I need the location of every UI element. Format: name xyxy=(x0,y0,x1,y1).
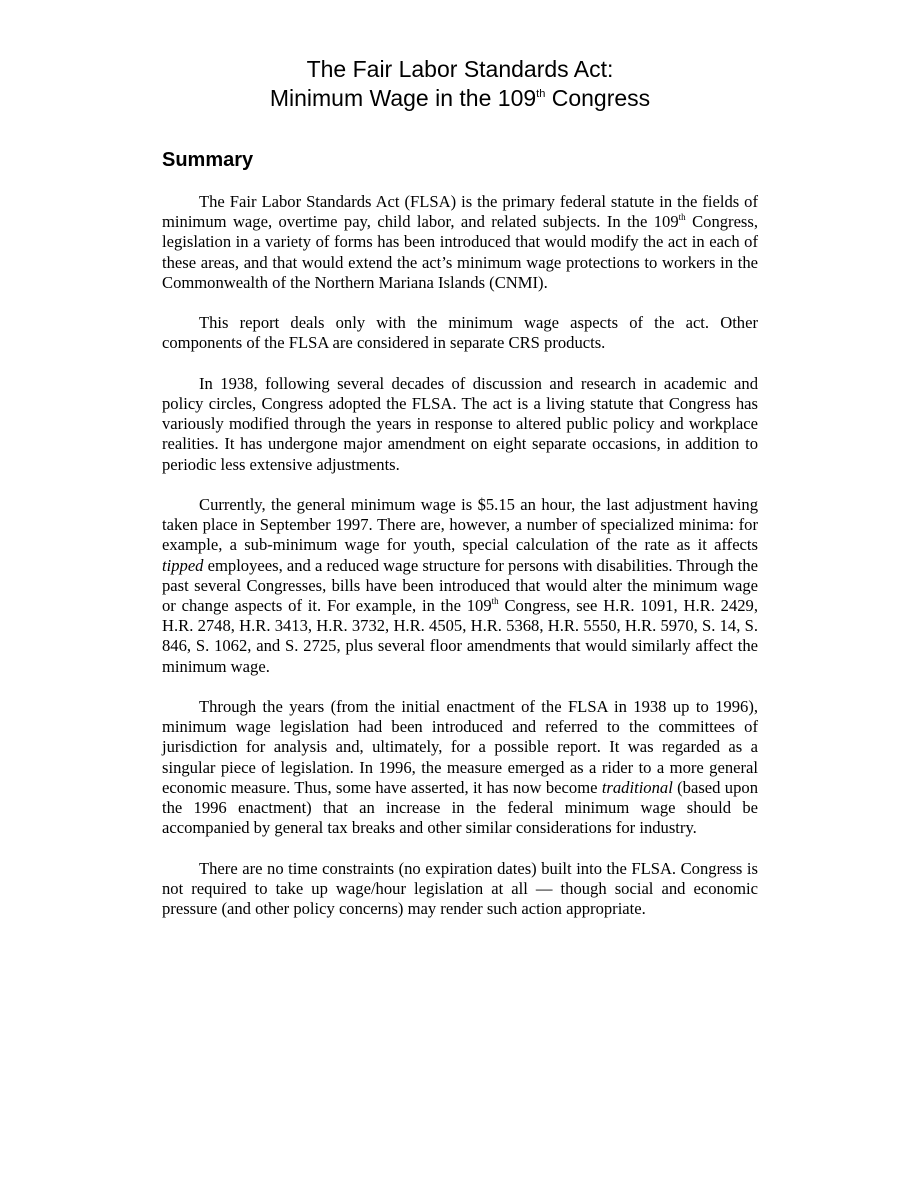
paragraph-report-scope xyxy=(162,313,758,353)
paragraph-history xyxy=(162,374,758,475)
paragraph-text: In 1938, following several decades of discussion and research in academic and policy circles, Congress adopted the FLSA. The act is a living statute that Congress has variously modified through the years in response to altered public policy and workplace realities. It has undergone major amendment on eight separate occasions, in addition to periodic less extensive adjustments. xyxy=(162,373,758,474)
emphasis-text: tipped xyxy=(162,555,204,575)
paragraph-text: Congress, legislation in a variety of forms has been introduced that would modify the act in each of these areas, and that would extend the act’s minimum wage protections to workers in the Commonwealth of the Northern Mariana Islands (CNMI). xyxy=(162,212,758,292)
paragraph-current-wage xyxy=(162,495,758,677)
paragraph-text: Congress, see H.R. 1091, H.R. 2429, H.R. 2748, H.R. 3413, H.R. 3732, H.R. 4505, H.R. 5368, H.R. 5550, H.R. 5970, S. 14, S. 846, S. 1062, and S. 2725, plus several floor amendments that would similarly affect the minimum wage. xyxy=(162,596,758,676)
title-line-1: The Fair Labor Standards Act: xyxy=(306,56,614,82)
document-title xyxy=(0,55,920,113)
section-heading-summary: Summary xyxy=(162,149,254,171)
title-line-2 xyxy=(0,84,920,113)
paragraph-text: Through the years (from the initial enactment of the FLSA in 1938 up to 1996), minimum wage legislation had been introduced and referred to the committees of jurisdiction for analysis and, ultimately, for a possible report. It was regarded as a singular piece of legislation. In 1996, the measure emerged as a rider to a more general economic measure. Thus, some have asserted, it has now become xyxy=(162,697,758,797)
paragraph-legislative-history xyxy=(162,697,758,838)
ordinal-superscript: th xyxy=(491,596,499,607)
title-superscript: th xyxy=(536,88,546,100)
summary-body xyxy=(162,192,758,919)
title-line-2-suffix: Congress xyxy=(545,85,651,111)
paragraph-text: There are no time constraints (no expiration dates) built into the FLSA. Congress is not required to take up wage/hour legislation at all — though social and economic pressure (and other policy concerns) may render such action appropriate. xyxy=(162,858,758,919)
title-line-2-text: Minimum Wage in the 109 xyxy=(269,85,537,111)
paragraph-text: This report deals only with the minimum wage aspects of the act. Other components of the FLSA are considered in separate CRS products. xyxy=(162,313,758,353)
paragraph-time-constraints xyxy=(162,859,758,920)
paragraph-text: Currently, the general minimum wage is $5.15 an hour, the last adjustment having taken place in September 1997. There are, however, a number of specialized minima: for example, a sub-minimum wage for youth, special calculation of the rate as it affects xyxy=(162,495,758,555)
ordinal-superscript: th xyxy=(678,212,686,223)
emphasis-text: traditional xyxy=(601,777,673,797)
paragraph-text: The Fair Labor Standards Act (FLSA) is the primary federal statute in the fields of minimum wage, overtime pay, child labor, and related subjects. In the 109 xyxy=(162,192,758,232)
paragraph-text: (based upon the 1996 enactment) that an increase in the federal minimum wage should be accompanied by general tax breaks and other similar considerations for industry. xyxy=(162,777,758,838)
paragraph-text: employees, and a reduced wage structure for persons with disabilities. Through the past several Congresses, bills have been introduced that would alter the minimum wage or change aspects of it. For example, in the 109 xyxy=(162,555,758,616)
paragraph-flsa-overview xyxy=(162,192,758,293)
